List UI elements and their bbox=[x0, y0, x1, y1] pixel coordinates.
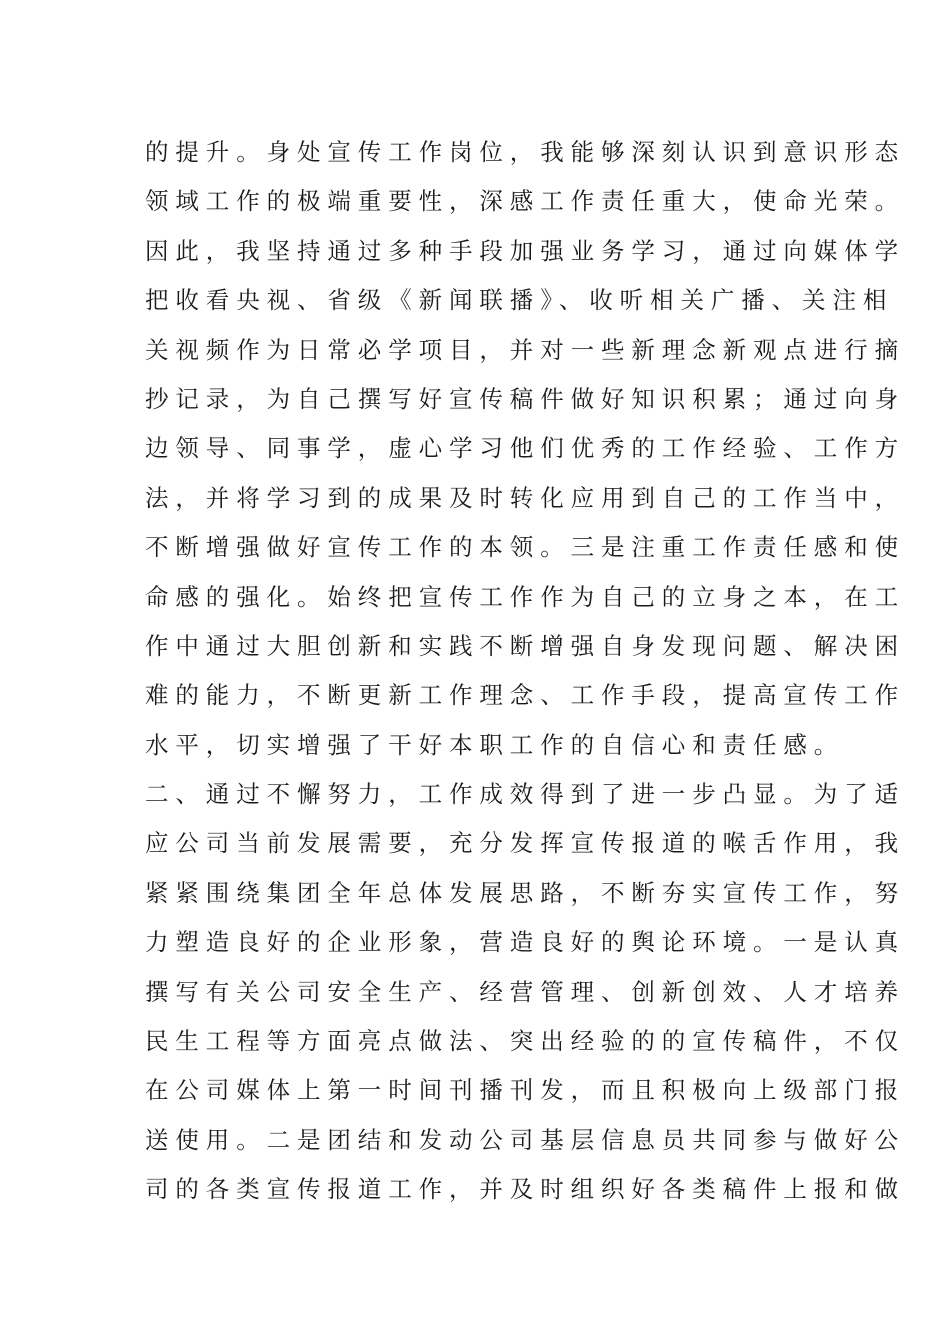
text-line: 司的各类宣传报道工作，并及时组织好各类稿件上报和做 bbox=[145, 1175, 905, 1204]
text-line: 送使用。二是团结和发动公司基层信息员共同参与做好公 bbox=[145, 1125, 905, 1154]
text-line: 撰写有关公司安全生产、经营管理、创新创效、人才培养 bbox=[145, 977, 905, 1006]
text-line: 作中通过大胆创新和实践不断增强自身发现问题、解决困 bbox=[145, 631, 905, 660]
text-line: 在公司媒体上第一时间刊播刊发，而且积极向上级部门报 bbox=[145, 1076, 905, 1105]
text-line: 关视频作为日常必学项目，并对一些新理念新观点进行摘 bbox=[145, 335, 905, 364]
text-line: 抄记录，为自己撰写好宣传稿件做好知识积累；通过向身 bbox=[145, 384, 905, 413]
text-line: 的提升。身处宣传工作岗位，我能够深刻认识到意识形态 bbox=[145, 138, 905, 166]
body-text bbox=[145, 128, 905, 1215]
text-line: 不断增强做好宣传工作的本领。三是注重工作责任感和使 bbox=[145, 533, 905, 562]
text-line: 水平，切实增强了干好本职工作的自信心和责任感。 bbox=[145, 730, 845, 759]
text-line: 应公司当前发展需要，充分发挥宣传报道的喉舌作用，我 bbox=[145, 829, 905, 858]
text-line: 二、通过不懈努力，工作成效得到了进一步凸显。为了适 bbox=[145, 780, 905, 809]
text-line: 力塑造良好的企业形象，营造良好的舆论环境。一是认真 bbox=[145, 928, 905, 957]
text-line: 把收看央视、省级《新闻联播》、收听相关广播、关注相 bbox=[145, 286, 894, 315]
text-line: 民生工程等方面亮点做法、突出经验的的宣传稿件，不仅 bbox=[145, 1027, 905, 1056]
text-line: 命感的强化。始终把宣传工作作为自己的立身之本，在工 bbox=[145, 582, 905, 611]
text-line: 边领导、同事学，虚心学习他们优秀的工作经验、工作方 bbox=[145, 434, 905, 463]
text-line: 因此，我坚持通过多种手段加强业务学习，通过向媒体学 bbox=[145, 236, 905, 265]
text-line: 法，并将学习到的成果及时转化应用到自己的工作当中， bbox=[145, 483, 905, 512]
text-line: 领域工作的极端重要性，深感工作责任重大，使命光荣。 bbox=[145, 187, 905, 216]
text-line: 紧紧围绕集团全年总体发展思路，不断夯实宣传工作，努 bbox=[145, 878, 905, 907]
text-line: 难的能力，不断更新工作理念、工作手段，提高宣传工作 bbox=[145, 681, 905, 710]
